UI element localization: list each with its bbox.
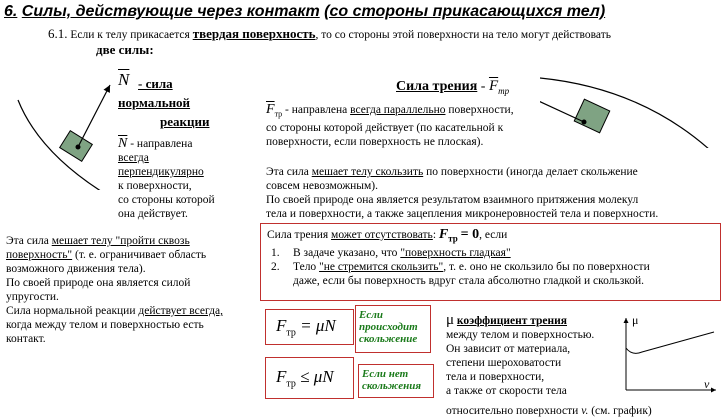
graph-x-label: v [704, 377, 710, 391]
title-paren: (со стороны прикасающихся тел) [324, 3, 606, 20]
normal-symbol: $\overline{N}$ [118, 70, 130, 89]
normal-paragraphs: Эта сила мешает телу "пройти сквозь поверхность" (т. е. ограничивает область возможного движения тела). По своей природе она является силой упругости. Сила нормальной реакции действует всегда, когда между телом и поверхностью есть контакт. [6, 235, 223, 345]
note-sliding-box: Если происходит скольжение [355, 305, 431, 353]
normal-title-line3: реакции [160, 114, 210, 129]
friction-title: Сила трения - $\overline{F}_{тр}$ [396, 78, 510, 96]
normal-force-diagram [0, 60, 120, 190]
mu-velocity-graph [618, 312, 722, 396]
normal-title-line1: - сила [138, 76, 173, 91]
graph-y-label: μ [632, 313, 639, 327]
mu-last-line: относительно поверхности v. (см. график) [446, 405, 652, 417]
list-item: 1. В задаче указано, что "поверхность гладкая" [271, 247, 511, 259]
friction-direction: $\overline{F}_{тр}$ - направлена всегда параллельно поверхности, со стороны которой действует (по касательной к поверхности, если поверхность не плоская). [266, 102, 514, 149]
note-static-box: Если нет скольжения [358, 364, 434, 398]
friction-absent-box [260, 223, 721, 301]
formula-sliding-box: $F_{тр} = \mu N$ [265, 309, 354, 345]
friction-effect: Эта сила мешает телу скользить по поверхности (иногда делает скольжение совсем невозможным). По своей природе она является результатом взаимного притяжения молекул тела и поверхности, а также зацепления микронеровностей тела и поверхности. [266, 166, 659, 220]
list-item: 2. Тело "не стремится скользить", т. е. оно не скользило бы по поверхности [271, 261, 650, 273]
intro-line: 6.1. Если к телу прикасается твердая поверхность, то со стороны этой поверхности на тело могут действовать [48, 26, 612, 41]
mu-description: μ коэффициент трения между телом и поверхностью. Он зависит от материала, степени шероховатости тела и поверхности, а также от скорости тела [446, 312, 595, 397]
normal-title-line2: нормальной [118, 95, 191, 110]
intro-two-forces: две силы: [96, 42, 154, 57]
page-title [4, 3, 605, 21]
normal-vector-arrow [78, 85, 110, 147]
normal-description: $\overline{N}$ - направлена всегда перпендикулярно к поверхности, со стороны которой она действует. [118, 136, 215, 220]
mu-curve [626, 332, 714, 353]
friction-absent-lead: Сила трения может отсутствовать: $F_{тр} = 0$, если [267, 227, 508, 244]
formula-static-box: $F_{тр} \le \mu N$ [265, 357, 354, 399]
title-main: Силы, действующие через контакт [21, 3, 320, 20]
title-number: 6. [4, 3, 18, 20]
friction-absent-list: 1. В задаче указано, что "поверхность гладкая" 2. Тело "не стремится скользить", т. е. оно не скользило бы по поверхности даже, если бы поверхность вдруг стала абсолютно гладкой и скользкой. [271, 246, 711, 288]
